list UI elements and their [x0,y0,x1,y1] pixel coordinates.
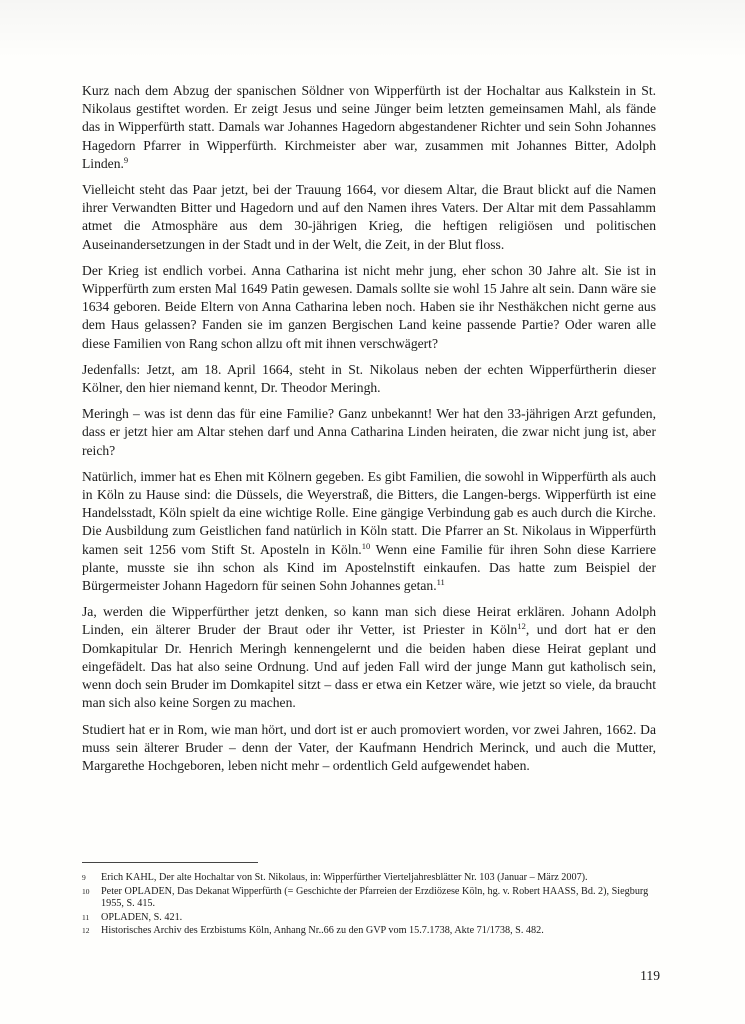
footnote-item [82,886,656,911]
paragraph-p6 [82,468,656,595]
footnote-item [82,925,656,938]
paragraph-p5 [82,405,656,460]
text-run: Jedenfalls: Jetzt, am 18. April 1664, steht in St. Nikolaus neben der echten Wipperfürtherin dieser Kölner, den hier niemand kennt, Dr. Theodor Meringh. [82,361,656,396]
text-run: Ja, werden die Wipperfürther jetzt denken, so kann man sich diese Heirat erklären. Johann Adolph Linden, ein älterer Bruder der Braut oder ihr Vetter, ist Priester in Köln [82,604,656,638]
footnote-number: 12 [82,926,90,936]
footnote-marker[interactable]: 12 [517,621,526,632]
footnote-text: OPLADEN, S. 421. [101,911,183,923]
footnote-number: 11 [82,912,90,922]
footnote-item [82,872,656,885]
text-run: Meringh – was ist denn das für eine Familie? Ganz unbekannt! Wer hat den 33-jährigen Arzt gefunden, dass er jetzt hier am Altar stehen darf und Anna Catharina Linden heiraten, die zwar nicht jung ist, aber reich? [82,406,656,458]
footnote-marker[interactable]: 11 [436,577,445,588]
footnote-item [82,912,656,925]
paragraph-p4 [82,361,656,397]
footnote-text: Peter OPLADEN, Das Dekanat Wipperfürth (= Geschichte der Pfarreien der Erzdiözese Köln, hg. v. Robert HAASS, Bd. 2), Siegburg 1955, S. 415. [101,885,649,910]
text-run: Studiert hat er in Rom, wie man hört, und dort ist er auch promoviert worden, vor zwei Jahren, 1662. Da muss sein älterer Bruder – denn der Vater, der Kaufmann Hendrich Merinck, und auch die Mutter, Margarethe Hochgeboren, leben nicht mehr – ordentlich Geld aufgewendet haben. [82,721,656,773]
paragraph-p1 [82,82,656,173]
paragraph-p8 [82,721,656,776]
text-run: , und dort hat er den Domkapitular Dr. Henrich Meringh kennengelernt und die beiden haben diese Heirat geplant und eingefädelt. Das hat also seine Ordnung. Und auf jeden Fall wird der junge Mann gut katholisch sein, wenn doch sein Bruder im Domkapitel sitzt – dass er etwa ein Ketzer wäre, wie jetzt so viele, da braucht man sich also keine Sorgen zu machen. [82,622,656,711]
text-run: Der Krieg ist endlich vorbei. Anna Catharina ist nicht mehr jung, eher schon 30 Jahre alt. Sie ist in Wipperfürth zum ersten Mal 1649 Patin gewesen. Damals sollte sie wohl 15 Jahre alt sein. Dann wäre sie 1634 geboren. Beide Eltern von Anna Catharina leben noch. Haben sie ihr Nesthäkchen nicht gerne aus dem Haus gelassen? Fanden sie im ganzen Bergischen Land keine passende Partie? Oder waren alle diese Familien von Rang schon allzu oft mit ihnen verschwägert? [82,262,656,351]
text-run: Vielleicht steht das Paar jetzt, bei der Trauung 1664, vor diesem Altar, die Braut blickt auf die Namen ihrer Verwandten Bitter und Hagedorn und auf den Namen ihres Vaters. Der Altar mit dem Passahlamm atmet die Atmosphäre aus dem 30-jährigen Krieg, die heftigen religiösen und politischen Auseinandersetzungen in der Stadt und in der Welt, die Zeit, in der Blut floss. [82,182,656,252]
text-run: Natürlich, immer hat es Ehen mit Kölnern gegeben. Es gibt Familien, die sowohl in Wipperfürth als auch in Köln zu Hause sind: die Düssels, die Weyerstraß, die Bitters, die Langen-bergs. Wipperfürth ist eine Handelsstadt, Köln spielt da eine wichtige Rolle. Eine gängige Verbindung gab es auch durch die Kirche. Die Ausbildung zum Geistlichen fand natürlich in Köln statt. Die Pfarrer an St. Nikolaus in Wipperfürth kamen seit 1256 vom Stift St. Aposteln in Köln. [82,468,656,557]
footnote-number: 10 [82,886,90,896]
footnote-text: Historisches Archiv des Erzbistums Köln, Anhang Nr..66 zu den GVP vom 15.7.1738, Akte 71/1738, S. 482. [101,925,544,937]
scan-shadow [0,0,745,60]
paragraph-p3 [82,262,656,353]
page-number: 119 [640,968,660,983]
footnote-marker[interactable]: 10 [361,540,371,551]
text-run: Wenn eine Familie für ihren Sohn diese Karriere plante, musste sie ihn schon als Kind im Apostelnstift einkaufen. Das hatte zum Beispiel der Bürgermeister Johann Hagedorn für seinen Sohn Johannes getan. [82,541,656,594]
paragraph-p7 [82,603,656,712]
footnote-number: 9 [82,873,86,882]
paragraph-p2 [82,181,656,254]
footnote-text: Erich KAHL, Der alte Hochaltar von St. Nikolaus, in: Wipperfürther Vierteljahresblätter Nr. 103 (Januar – März 2007). [101,872,588,883]
text-run: Kurz nach dem Abzug der spanischen Söldner von Wipperfürth ist der Hochaltar aus Kalkstein in St. Nikolaus gestiftet worden. Er zeigt Jesus und seine Jünger beim letzten gemeinsamen Mahl, als fände das in Wipperfürth statt. Damals war Johannes Hagedorn abgestandener Richter und sein Sohn Johannes Hagedorn Pfarrer in Wipperfürth. Kirchmeister aber war, zusammen mit Johannes Bitter, Adolph Linden. [82,83,656,171]
body-text [82,82,656,783]
footnote-separator [82,862,258,863]
footnotes [82,872,656,939]
footnote-marker[interactable]: 9 [123,154,129,165]
